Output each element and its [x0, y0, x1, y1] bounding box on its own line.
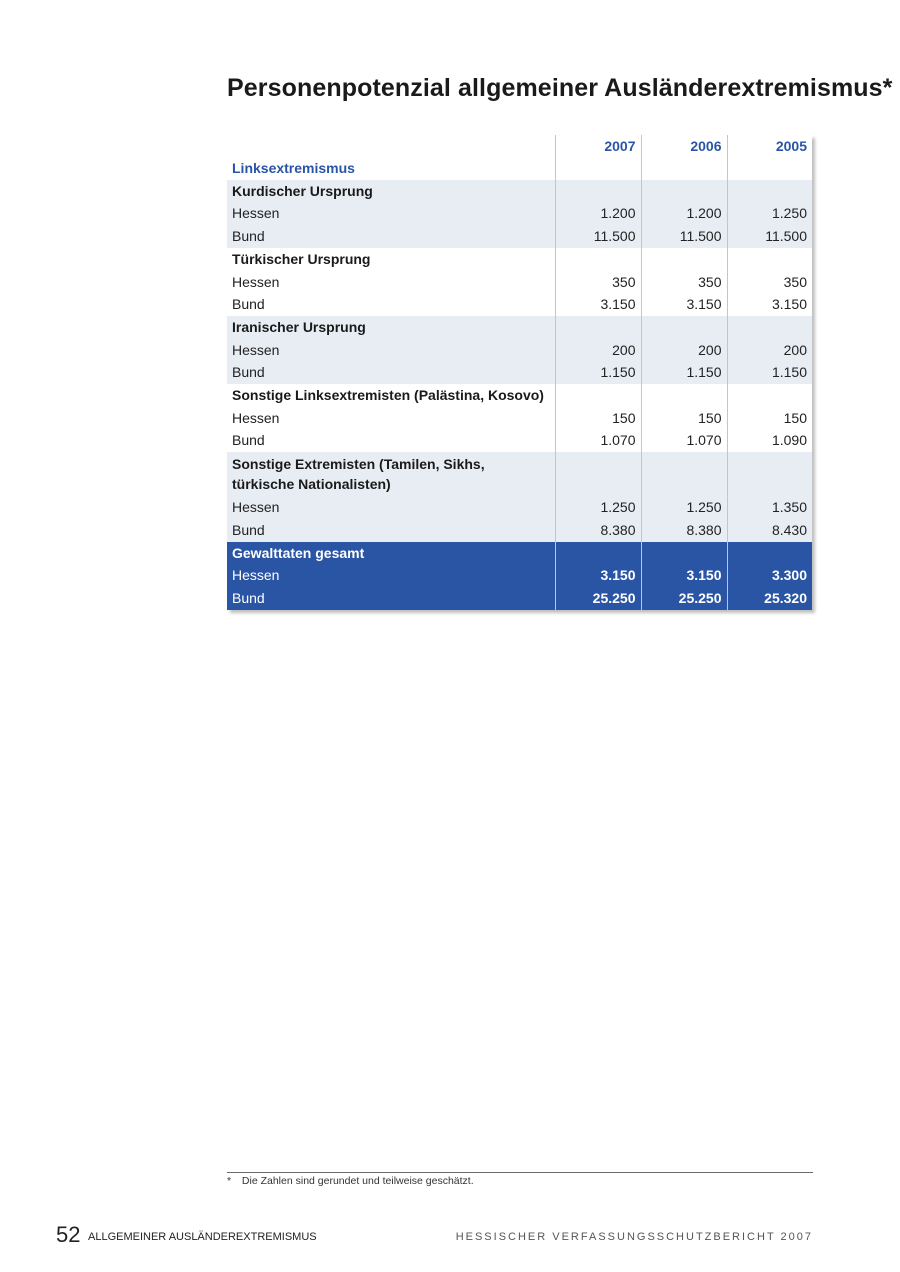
- value-cell: 11.500: [641, 225, 727, 248]
- empty-cell: [641, 452, 727, 496]
- group-label: Kurdischer Ursprung: [227, 180, 555, 203]
- value-cell: 150: [727, 407, 812, 430]
- value-cell: 3.150: [555, 293, 641, 316]
- group-header-row: [227, 248, 812, 271]
- row-label: Hessen: [227, 564, 555, 587]
- group-label: Türkischer Ursprung: [232, 250, 371, 267]
- row-label: Hessen: [232, 409, 280, 426]
- group-header-row: [227, 316, 812, 339]
- header-blank-cell: [227, 135, 555, 157]
- row-label: Hessen: [232, 273, 280, 290]
- group-label: Sonstige Linksextremisten (Palästina, Kosovo): [232, 387, 544, 404]
- table-row: [227, 271, 812, 294]
- empty-cell: [727, 180, 812, 203]
- value-cell: 200: [727, 339, 812, 362]
- value-cell: 200: [555, 339, 641, 362]
- table-row: [227, 429, 812, 452]
- row-label: Bund: [232, 296, 265, 313]
- empty-cell: [727, 384, 812, 407]
- empty-cell: [641, 316, 727, 339]
- value-cell: 3.150: [641, 564, 727, 587]
- row-label: Hessen: [227, 496, 555, 519]
- row-label: Hessen: [227, 202, 555, 225]
- footnote-divider: [227, 1172, 813, 1173]
- group-label: Sonstige Extremisten (Tamilen, Sikhs, türkische Nationalisten): [227, 452, 555, 496]
- value-cell: 3.150: [727, 293, 812, 316]
- value-cell: 11.500: [727, 225, 812, 248]
- empty-cell: [555, 452, 641, 496]
- empty-cell: [555, 316, 641, 339]
- table-row: [227, 339, 812, 362]
- group-header-row: [227, 452, 812, 496]
- value-cell: 3.150: [555, 564, 641, 587]
- empty-cell: [555, 542, 641, 565]
- value-cell: 350: [727, 271, 812, 294]
- value-cell: 3.300: [727, 564, 812, 587]
- table: [227, 135, 812, 610]
- value-cell: 1.150: [555, 361, 641, 384]
- table-row: [227, 407, 812, 430]
- year-header-2007: 2007: [555, 135, 641, 157]
- table-row: [227, 225, 812, 248]
- value-cell: 1.150: [727, 361, 812, 384]
- empty-cell: [727, 542, 812, 565]
- running-head-right: HESSISCHER VERFASSUNGSSCHUTZBERICHT 2007: [455, 1231, 813, 1243]
- value-cell: 350: [555, 271, 641, 294]
- table-row: [227, 496, 812, 519]
- value-cell: 1.090: [727, 429, 812, 452]
- row-label: Bund: [227, 361, 555, 384]
- row-label: Bund: [227, 519, 555, 542]
- total-label: Gewalttaten gesamt: [227, 542, 555, 565]
- value-cell: 150: [641, 407, 727, 430]
- empty-cell: [727, 452, 812, 496]
- value-cell: 25.250: [641, 587, 727, 610]
- table-row: [227, 361, 812, 384]
- value-cell: 1.250: [555, 496, 641, 519]
- value-cell: 150: [555, 407, 641, 430]
- page-title: Personenpotenzial allgemeiner Ausländerextremismus*: [227, 74, 893, 102]
- row-label: Bund: [232, 432, 265, 449]
- empty-cell: [641, 248, 727, 271]
- year-header-2006: 2006: [641, 135, 727, 157]
- empty-cell: [641, 384, 727, 407]
- year-header-2005: 2005: [727, 135, 812, 157]
- value-cell: 1.250: [641, 496, 727, 519]
- group-header-row: [227, 542, 812, 565]
- value-cell: 1.200: [555, 202, 641, 225]
- footnote: [227, 1175, 474, 1187]
- row-label: Hessen: [227, 339, 555, 362]
- value-cell: 1.070: [641, 429, 727, 452]
- total-row: [227, 587, 812, 610]
- page-number: 52: [56, 1222, 81, 1247]
- table-row: [227, 519, 812, 542]
- statistics-table: [227, 135, 812, 610]
- empty-cell: [555, 384, 641, 407]
- value-cell: 8.380: [555, 519, 641, 542]
- value-cell: 11.500: [555, 225, 641, 248]
- value-cell: 8.380: [641, 519, 727, 542]
- value-cell: 3.150: [641, 293, 727, 316]
- empty-cell: [555, 180, 641, 203]
- value-cell: 1.150: [641, 361, 727, 384]
- table-row: [227, 202, 812, 225]
- total-row: [227, 564, 812, 587]
- section-row: [227, 157, 812, 180]
- group-header-row: [227, 180, 812, 203]
- empty-cell: [727, 248, 812, 271]
- table-row: [227, 293, 812, 316]
- value-cell: 1.250: [727, 202, 812, 225]
- year-header-row: [227, 135, 812, 157]
- row-label: Bund: [227, 225, 555, 248]
- value-cell: 200: [641, 339, 727, 362]
- value-cell: 25.250: [555, 587, 641, 610]
- empty-cell: [641, 180, 727, 203]
- value-cell: 1.200: [641, 202, 727, 225]
- running-head-left: ALLGEMEINER AUSLÄNDEREXTREMISMUS: [88, 1231, 317, 1243]
- footnote-text: Die Zahlen sind gerundet und teilweise geschätzt.: [241, 1175, 474, 1187]
- section-label: Linksextremismus: [232, 160, 355, 176]
- value-cell: 1.070: [555, 429, 641, 452]
- group-header-row: [227, 384, 812, 407]
- group-label: Iranischer Ursprung: [227, 316, 555, 339]
- value-cell: 8.430: [727, 519, 812, 542]
- value-cell: 350: [641, 271, 727, 294]
- row-label: Bund: [227, 587, 555, 610]
- empty-cell: [641, 542, 727, 565]
- value-cell: 25.320: [727, 587, 812, 610]
- empty-cell: [727, 316, 812, 339]
- value-cell: 1.350: [727, 496, 812, 519]
- footnote-marker: *: [227, 1175, 232, 1187]
- empty-cell: [555, 248, 641, 271]
